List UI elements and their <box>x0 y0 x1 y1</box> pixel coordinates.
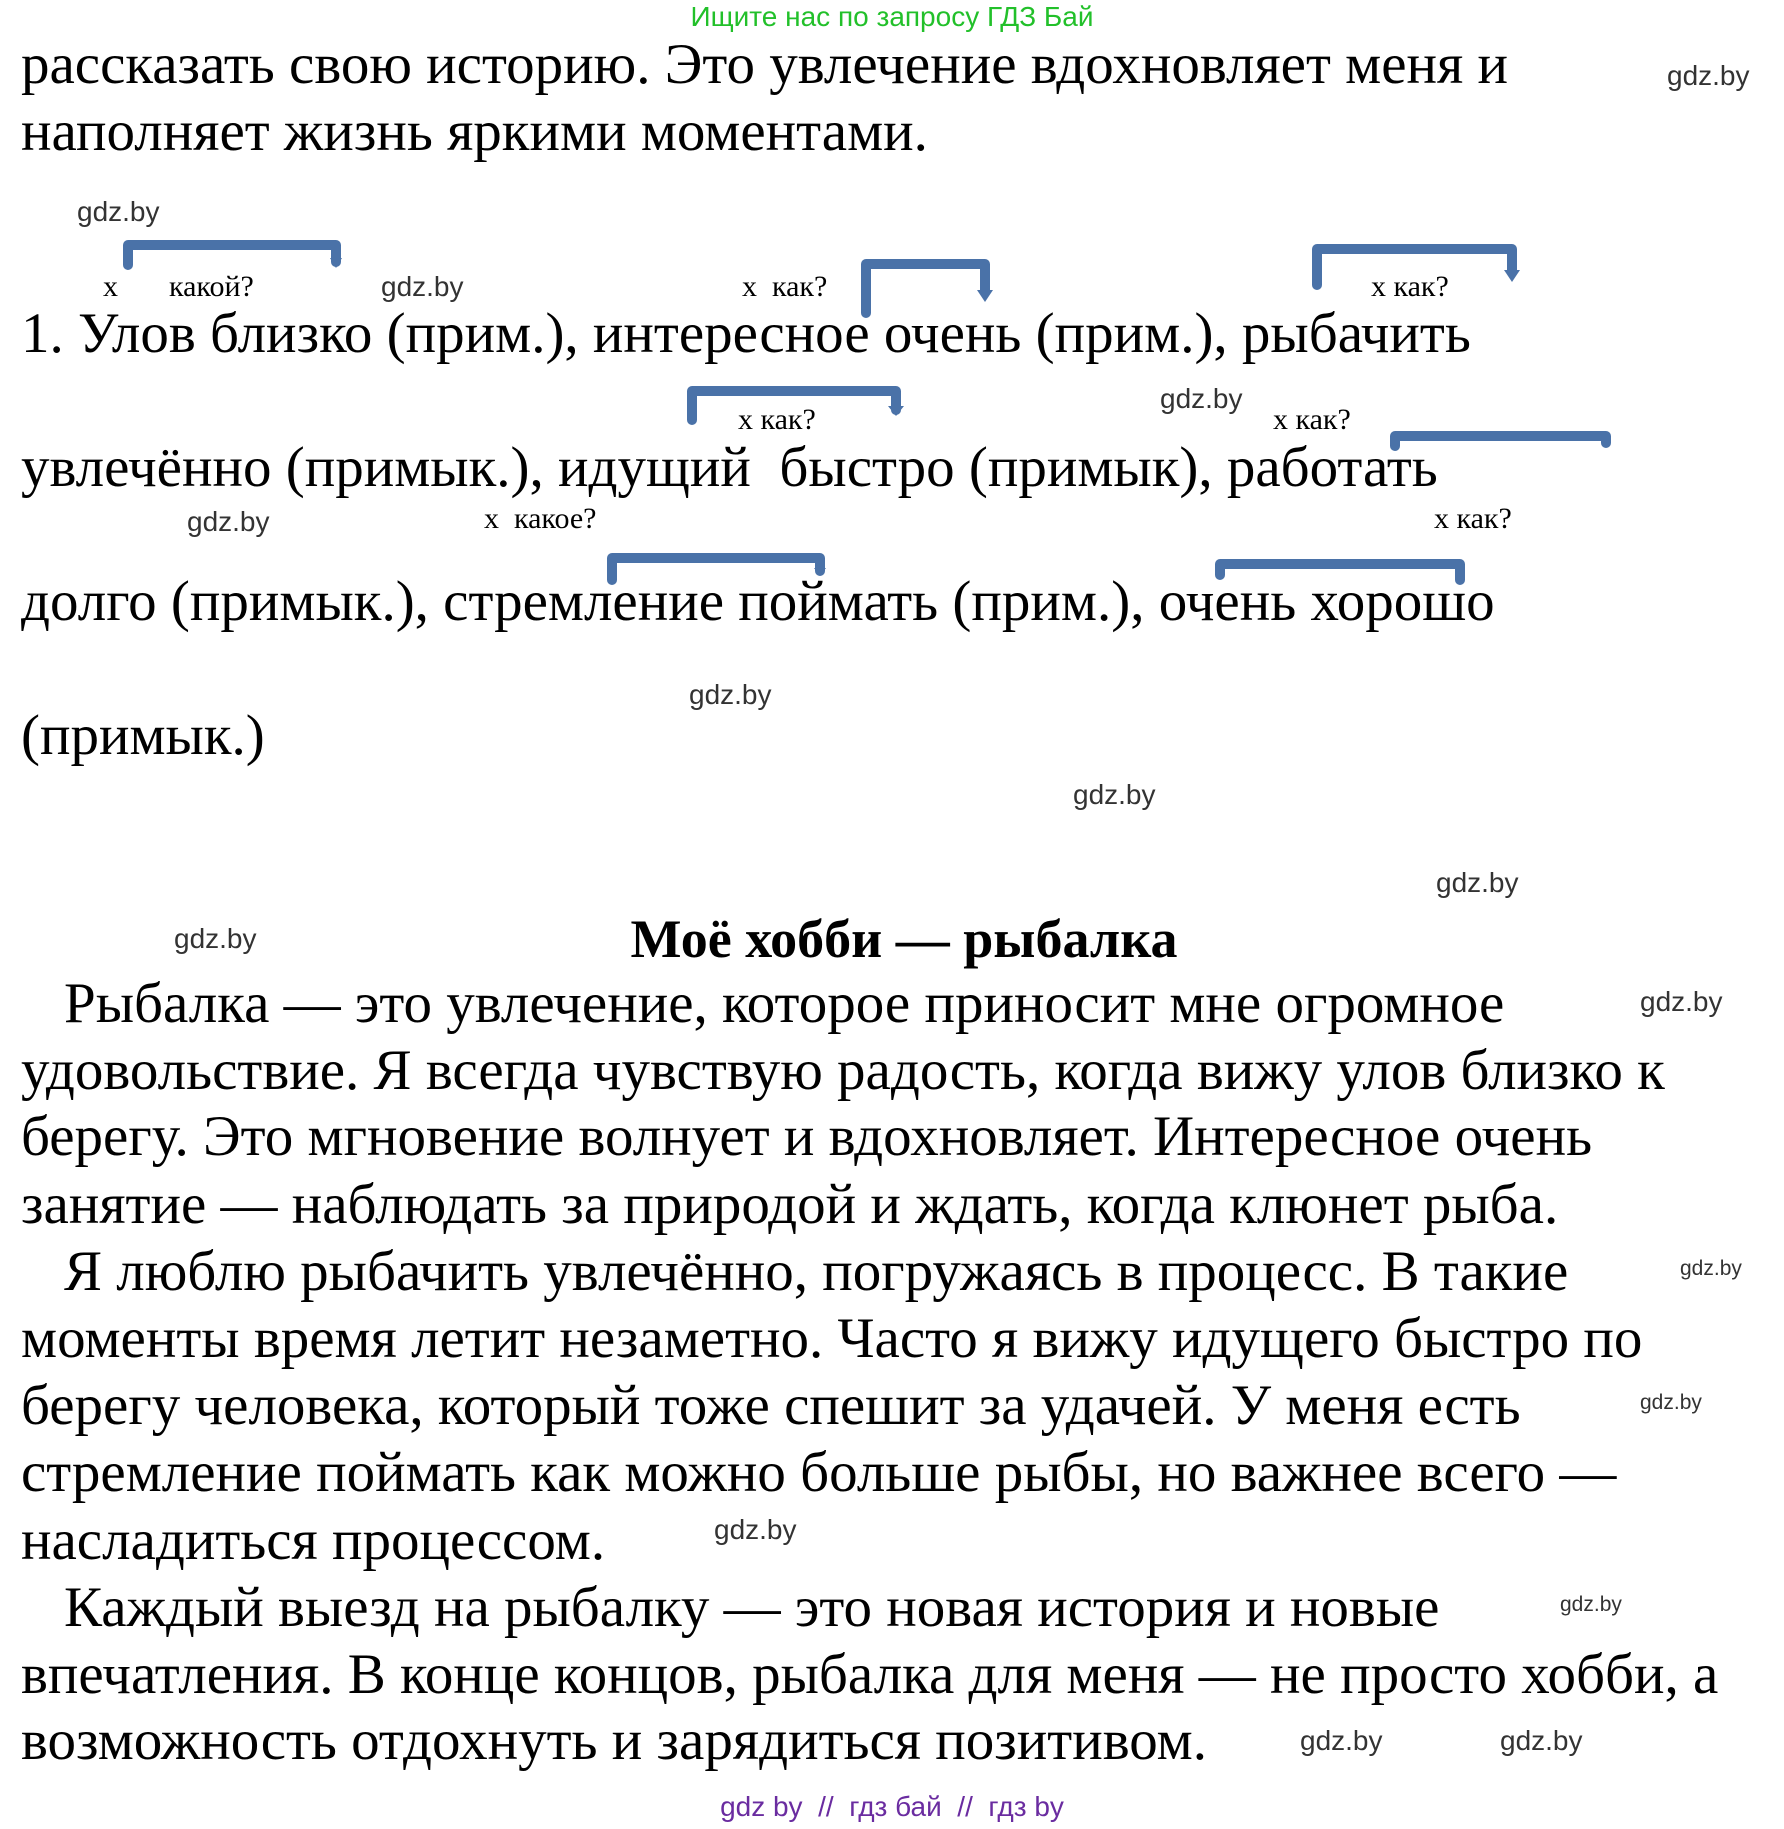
arrow-head <box>1504 270 1520 282</box>
essay-line: удовольствие. Я всегда чувствую радость, когда вижу улов близко к <box>21 1039 1665 1102</box>
watermark: gdz.by <box>1640 986 1723 1017</box>
watermark: gdz.by <box>1160 383 1243 414</box>
task-line: 1. Улов близко (прим.), интересное очень (прим.), рыбачить <box>21 302 1471 365</box>
watermark: gdz.by <box>1300 1725 1383 1756</box>
question-label: x как? <box>1434 502 1512 535</box>
watermark: gdz.by <box>689 679 772 710</box>
essay-line: Каждый выезд на рыбалку — это новая история и новые <box>64 1576 1440 1639</box>
question-label: x как? <box>738 403 816 436</box>
watermark: gdz.by <box>174 923 257 954</box>
task-line: (примык.) <box>21 704 265 767</box>
essay-line: возможность отдохнуть и зарядиться позитивом. <box>21 1709 1207 1772</box>
watermark: gdz.by <box>1073 779 1156 810</box>
essay-line: насладиться процессом. <box>21 1509 606 1572</box>
watermark: gdz.by <box>187 506 270 537</box>
search-hint-banner: Ищите нас по запросу ГДЗ Бай <box>690 1 1094 32</box>
watermark: gdz.by <box>1560 1593 1622 1616</box>
question-label: x как? <box>1273 403 1351 436</box>
watermark: gdz.by <box>1680 1257 1742 1280</box>
question-label: x как? <box>742 270 828 303</box>
question-label: x какое? <box>484 502 597 535</box>
watermark: gdz.by <box>381 271 464 302</box>
intro-line: рассказать свою историю. Это увлечение вдохновляет меня и <box>21 33 1508 96</box>
essay-line: впечатления. В конце концов, рыбалка для меня — не просто хобби, а <box>21 1643 1719 1706</box>
watermark: gdz.by <box>1640 1391 1702 1414</box>
arrow-head <box>977 290 993 302</box>
essay-line: Я люблю рыбачить увлечённо, погружаясь в процесс. В такие <box>64 1240 1569 1303</box>
arrow-head <box>888 406 904 416</box>
essay-line: занятие — наблюдать за природой и ждать, когда клюнет рыба. <box>21 1173 1559 1236</box>
bracket-1 <box>128 245 336 265</box>
watermark: gdz.by <box>1667 60 1750 91</box>
footer-links: gdz by // гдз бай // гдз by <box>720 1791 1064 1822</box>
watermark: gdz.by <box>77 196 160 227</box>
essay-line: берегу человека, который тоже спешит за удачей. У меня есть <box>21 1374 1521 1437</box>
essay-line: Рыбалка — это увлечение, которое приносит мне огромное <box>64 972 1505 1035</box>
intro-line: наполняет жизнь яркими моментами. <box>21 100 928 163</box>
essay-line: моменты время летит незаметно. Часто я вижу идущего быстро по <box>21 1307 1643 1370</box>
task-line: долго (примык.), стремление поймать (прим.), очень хорошо <box>21 570 1495 633</box>
question-label: x как? <box>1371 270 1449 303</box>
essay-line: берегу. Это мгновение волнует и вдохновляет. Интересное очень <box>21 1105 1593 1168</box>
essay-title: Моё хобби — рыбалка <box>630 909 1178 969</box>
question-label: x <box>103 270 118 303</box>
essay-line: стремление поймать как можно больше рыбы, но важнее всего — <box>21 1441 1617 1504</box>
task-line: увлечённо (примык.), идущий быстро (примык), работать <box>21 436 1438 499</box>
watermark: gdz.by <box>1500 1725 1583 1756</box>
question-label: какой? <box>169 270 254 303</box>
watermark: gdz.by <box>714 1514 797 1545</box>
watermark: gdz.by <box>1436 867 1519 898</box>
